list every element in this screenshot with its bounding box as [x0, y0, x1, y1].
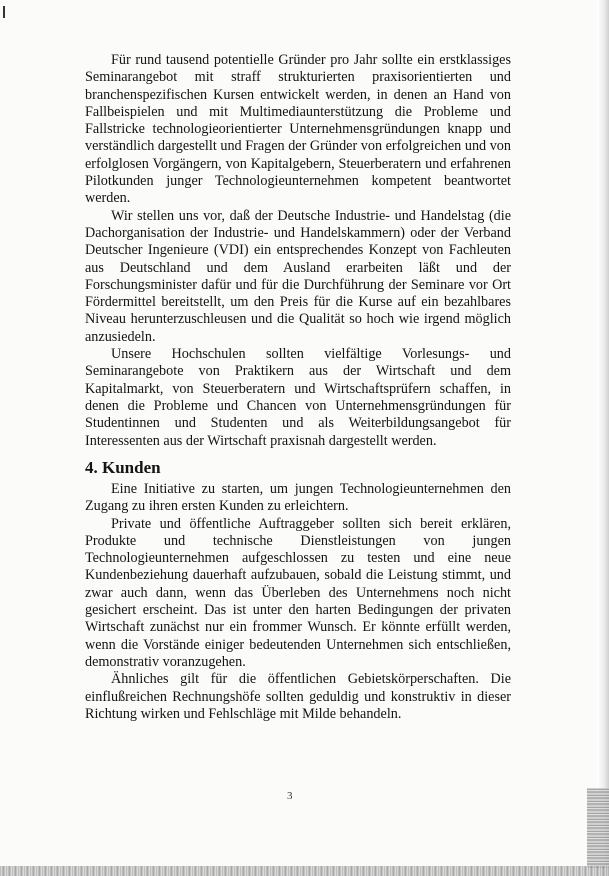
scan-edge-bottom — [0, 866, 609, 876]
scan-corner-artifact — [587, 788, 609, 868]
paragraph-dihk-vdi: Wir stellen uns vor, daß der Deutsche Industrie- und Handelstag (die Dachorganisation der Industrie- und Handelskammern) oder der Verband Deutscher Ingenieure (VDI) ein entsprechendes Konzept von Fachleuten aus Deutschland und dem Ausland erarbeiten läßt und der Forschungsminister dafür und für die Durchführung der Seminare vor Ort Fördermittel bereitstellt, um den Preis für die Kurse auf ein bezahlbares Niveau herunterzuschleusen und die Qualität so hoch wie irgend möglich anzusiedeln. — [85, 207, 511, 345]
section-customers-text — [85, 481, 511, 723]
section-heading-kunden: 4. Kunden — [85, 458, 161, 477]
section-training-text — [85, 52, 511, 450]
paragraph-universities: Unsere Hochschulen sollten vielfältige Vorlesungs- und Seminarangebote von Praktikern aus der Wirtschaft und dem Kapitalmarkt, von Steuerberatern und Wirtschaftsprüfern schaffen, in denen die Probleme und Chancen von Unternehmensgründungen für Studentinnen und Studenten und als Weiterbildungsangebot für Interessenten aus der Wirtschaft praxisnah dargestellt werden. — [85, 346, 511, 449]
paragraph-public-bodies: Ähnliches gilt für die öffentlichen Gebietskörperschaften. Die einflußreichen Rechnungshöfe sollten geduldig und konstruktiv in dieser Richtung wirken und Fehlschläge mit Milde behandeln. — [85, 671, 511, 722]
scan-margin-mark — [3, 6, 5, 18]
scan-edge-right — [597, 0, 609, 876]
paragraph-initiative: Eine Initiative zu starten, um jungen Technologieunternehmen den Zugang zu ihren ersten Kunden zu erleichtern. — [85, 481, 511, 515]
paragraph-clients: Private und öffentliche Auftraggeber sollten sich bereit erklären, Produkte und technische Dienstleistungen von jungen Technologieunternehmen aufgeschlossen zu testen und eine neue Kundenbeziehung dauerhaft aufzubauen, sobald die Leistung stimmt, und zwar auch dann, wenn das Überleben des Unternehmens noch nicht gesichert erscheint. Das ist unter den harten Bedingungen der privaten Wirtschaft zunächst nur ein frommer Wunsch. Er könnte erfüllt werden, wenn die Vorstände einiger bedeutenden Unternehmen sich entschließen, demonstrativ voranzugehen. — [85, 515, 511, 670]
paragraph-seminar-offer: Für rund tausend potentielle Gründer pro Jahr sollte ein erstklassiges Seminarangebot mit straff strukturierten praxisorientierten und branchenspezifischen Kursen entwickelt werden, in denen an Hand von Fallbeispielen und mit Multimediaunterstützung die Probleme und Fallstricke technologieorientierter Unternehmensgründungen knapp und verständlich dargestellt und Fragen der Gründer von erfolgreichen und von erfolglosen Vorgängern, von Kapitalgebern, Steuerberatern und erfahrenen Pilotkunden junger Technologieunternehmen kompetent beantwortet werden. — [85, 52, 511, 207]
page-number: 3 — [287, 790, 293, 802]
